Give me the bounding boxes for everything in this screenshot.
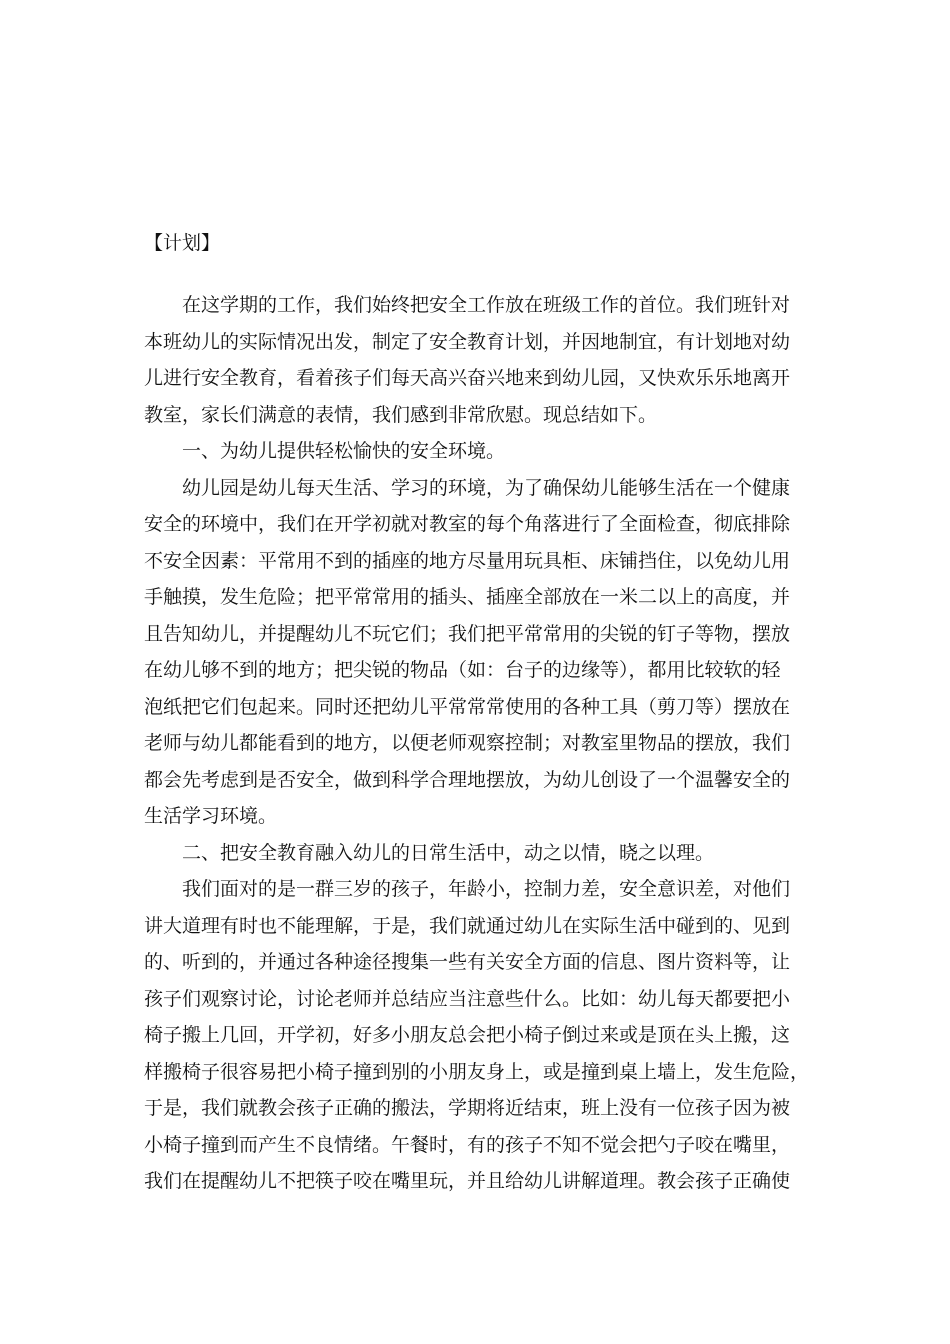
body-line: 在幼儿够不到的地方；把尖锐的物品（如：台子的边缘等），都用比较软的轻 <box>144 659 781 681</box>
body-line: 椅子搬上几回，开学初，好多小朋友总会把小椅子倒过来或是顶在头上搬，这 <box>144 1024 791 1046</box>
body-line: 幼儿园是幼儿每天生活、学习的环境，为了确保幼儿能够生活在一个健康 <box>182 476 791 499</box>
body-line: 在这学期的工作，我们始终把安全工作放在班级工作的首位。我们班针对 <box>182 294 791 316</box>
body-line: 我们面对的是一群三岁的孩子，年龄小，控制力差，安全意识差，对他们 <box>182 878 791 900</box>
body-line: 讲大道理有时也不能理解，于是，我们就通过幼儿在实际生活中碰到的、见到 <box>144 914 791 937</box>
body-line: 生活学习环境。 <box>144 805 278 827</box>
body-line: 的、听到的，并通过各种途径搜集一些有关安全方面的信息、图片资料等，让 <box>144 951 791 973</box>
body-line: 孩子们观察讨论，讨论老师并总结应当注意些什么。比如：幼儿每天都要把小 <box>144 987 791 1010</box>
body-line: 且告知幼儿，并提醒幼儿不玩它们；我们把平常常用的尖锐的钉子等物，摆放 <box>144 622 791 645</box>
body-line: 都会先考虑到是否安全，做到科学合理地摆放，为幼儿创设了一个温馨安全的 <box>144 768 791 791</box>
body-line: 手触摸，发生危险；把平常常用的插头、插座全部放在一米二以上的高度，并 <box>144 586 791 608</box>
body-line: 教室，家长们满意的表情，我们感到非常欣慰。现总结如下。 <box>144 403 658 426</box>
body-line: 本班幼儿的实际情况出发，制定了安全教育计划，并因地制宜，有计划地对幼 <box>144 330 791 353</box>
document-body <box>144 287 809 1200</box>
body-line: 样搬椅子很容易把小椅子撞到别的小朋友身上，或是撞到桌上墙上，发生危险， <box>144 1060 809 1083</box>
body-line: 不安全因素：平常用不到的插座的地方尽量用玩具柜、床铺挡住，以免幼儿用 <box>144 549 791 572</box>
body-line: 于是，我们就教会孩子正确的搬法，学期将近结束，班上没有一位孩子因为被 <box>144 1097 791 1119</box>
body-line: 安全的环境中，我们在开学初就对教室的每个角落进行了全面检查，彻底排除 <box>144 513 791 535</box>
document-heading: 【计划】 <box>144 232 221 254</box>
body-line: 小椅子撞到而产生不良情绪。午餐时，有的孩子不知不觉会把勺子咬在嘴里， <box>144 1133 791 1156</box>
body-line: 我们在提醒幼儿不把筷子咬在嘴里玩，并且给幼儿讲解道理。教会孩子正确使 <box>144 1170 791 1192</box>
body-line: 一、为幼儿提供轻松愉快的安全环境。 <box>182 440 506 462</box>
body-line: 二、把安全教育融入幼儿的日常生活中，动之以情，晓之以理。 <box>182 841 715 864</box>
body-line: 老师与幼儿都能看到的地方，以便老师观察控制；对教室里物品的摆放，我们 <box>144 732 791 754</box>
body-line: 泡纸把它们包起来。同时还把幼儿平常常常使用的各种工具（剪刀等）摆放在 <box>144 695 791 718</box>
body-line: 儿进行安全教育，看着孩子们每天高兴奋兴地来到幼儿园，又快欢乐乐地离开 <box>144 367 791 389</box>
